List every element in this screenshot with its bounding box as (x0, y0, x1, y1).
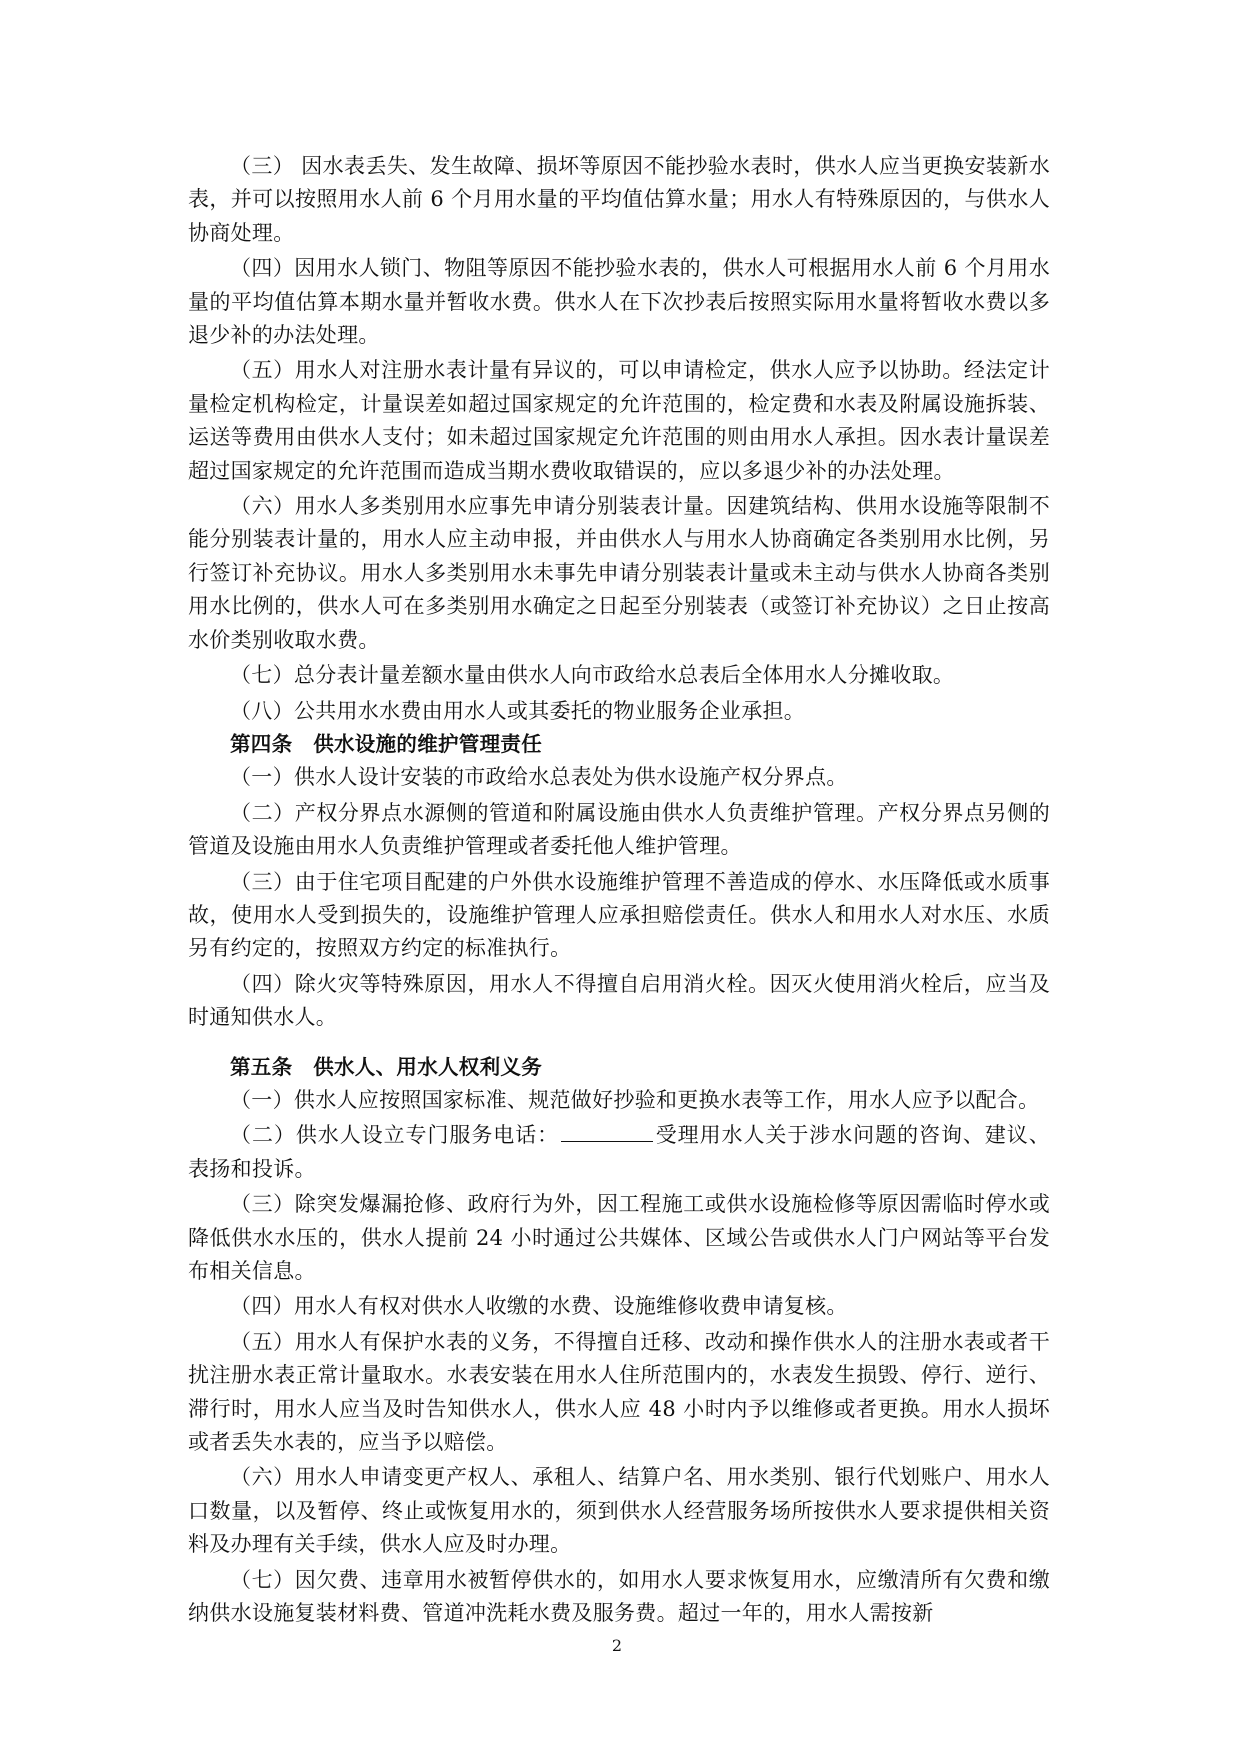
paragraph-5-6: （六）用水人申请变更产权人、承租人、结算户名、用水类别、银行代划账户、用水人口数量，以及暂停、终止或恢复用水的，须到供水人经营服务场所按供水人要求提供相关资料及办理有关手续，供水人应及时办理。 (188, 1465, 1050, 1557)
paragraph-4-1: （一）供水人设计安装的市政给水总表处为供水设施产权分界点。 (230, 765, 848, 790)
paragraph-5-7: （七）因欠费、违章用水被暂停供水的，如用水人要求恢复用水，应缴清所有欠费和缴纳供水设施复装材料费、管道冲洗耗水费及服务费。超过一年的，用水人需按新 (188, 1567, 1050, 1626)
paragraph-4-4: （四）除火灾等特殊原因，用水人不得擅自启用消火栓。因灭火使用消火栓后，应当及时通知供水人。 (188, 971, 1050, 1030)
paragraph-5-2-before: （二）供水人设立专门服务电话： (230, 1123, 560, 1148)
paragraph-3-8: （八）公共用水水费由用水人或其委托的物业服务企业承担。 (230, 698, 806, 723)
paragraph-3-7: （七）总分表计量差额水量由供水人向市政给水总表后全体用水人分摊收取。 (230, 663, 955, 688)
paragraph-3-4: （四）因用水人锁门、物阻等原因不能抄验水表的，供水人可根据用水人前 6 个月用水量的平均值估算本期水量并暂收水费。供水人在下次抄表后按照实际用水量将暂收水费以多退少补的办法处理。 (188, 256, 1050, 348)
document-body (188, 150, 1050, 1630)
paragraph-4-3: （三）由于住宅项目配建的户外供水设施维护管理不善造成的停水、水压降低或水质事故，使用水人受到损失的，设施维护管理人应承担赔偿责任。供水人和用水人对水压、水质另有约定的，按照双方约定的标准执行。 (188, 869, 1050, 961)
paragraph-5-1: （一）供水人应按照国家标准、规范做好抄验和更换水表等工作，用水人应予以配合。 (230, 1087, 1040, 1112)
paragraph-5-2 (188, 1119, 1050, 1186)
page-number: 2 (611, 1636, 623, 1655)
paragraph-3-6: （六）用水人多类别用水应事先申请分别装表计量。因建筑结构、供用水设施等限制不能分别装表计量的，用水人应主动申报，并由供水人与用水人协商确定各类别用水比例，另行签订补充协议。用水人多类别用水未事先申请分别装表计量或未主动与供水人协商各类别用水比例的，供水人可在多类别用水确定之日起至分别装表（或签订补充协议）之日止按高水价类别收取水费。 (188, 494, 1050, 652)
paragraph-3-3: （三） 因水表丢失、发生故障、损坏等原因不能抄验水表时，供水人应当更换安装新水表，并可以按照用水人前 6 个月用水量的平均值估算水量；用水人有特殊原因的，与供水人协商处理。 (188, 154, 1050, 245)
article-5-heading: 第五条 供水人、用水人权利义务 (230, 1054, 542, 1079)
paragraph-5-5: （五）用水人有保护水表的义务，不得擅自迁移、改动和操作供水人的注册水表或者干扰注册水表正常计量取水。水表安装在用水人住所范围内的，水表发生损毁、停行、逆行、滞行时，用水人应当及时告知供水人，供水人应 48 小时内予以维修或者更换。用水人损坏或者丢失水表的，应当予以赔偿。 (188, 1329, 1050, 1455)
paragraph-5-4: （四）用水人有权对供水人收缴的水费、设施维修收费申请复核。 (230, 1294, 848, 1319)
paragraph-5-3: （三）除突发爆漏抢修、政府行为外，因工程施工或供水设施检修等原因需临时停水或降低供水水压的，供水人提前 24 小时通过公共媒体、区域公告或供水人门户网站等平台发布相关信息。 (188, 1192, 1050, 1283)
paragraph-5-2-after: 受理用水人关于涉水问题的咨询、建议、表扬和投诉。 (188, 1123, 1050, 1181)
service-phone-blank (561, 1123, 653, 1142)
article-4-heading: 第四条 供水设施的维护管理责任 (230, 731, 542, 756)
paragraph-3-5: （五）用水人对注册水表计量有异议的，可以申请检定，供水人应予以协助。经法定计量检定机构检定，计量误差如超过国家规定的允许范围的，检定费和水表及附属设施拆装、运送等费用由供水人支付；如未超过国家规定允许范围的则由用水人承担。因水表计量误差超过国家规定的允许范围而造成当期水费收取错误的，应以多退少补的办法处理。 (188, 358, 1050, 483)
paragraph-4-2: （二）产权分界点水源侧的管道和附属设施由供水人负责维护管理。产权分界点另侧的管道及设施由用水人负责维护管理或者委托他人维护管理。 (188, 800, 1050, 859)
